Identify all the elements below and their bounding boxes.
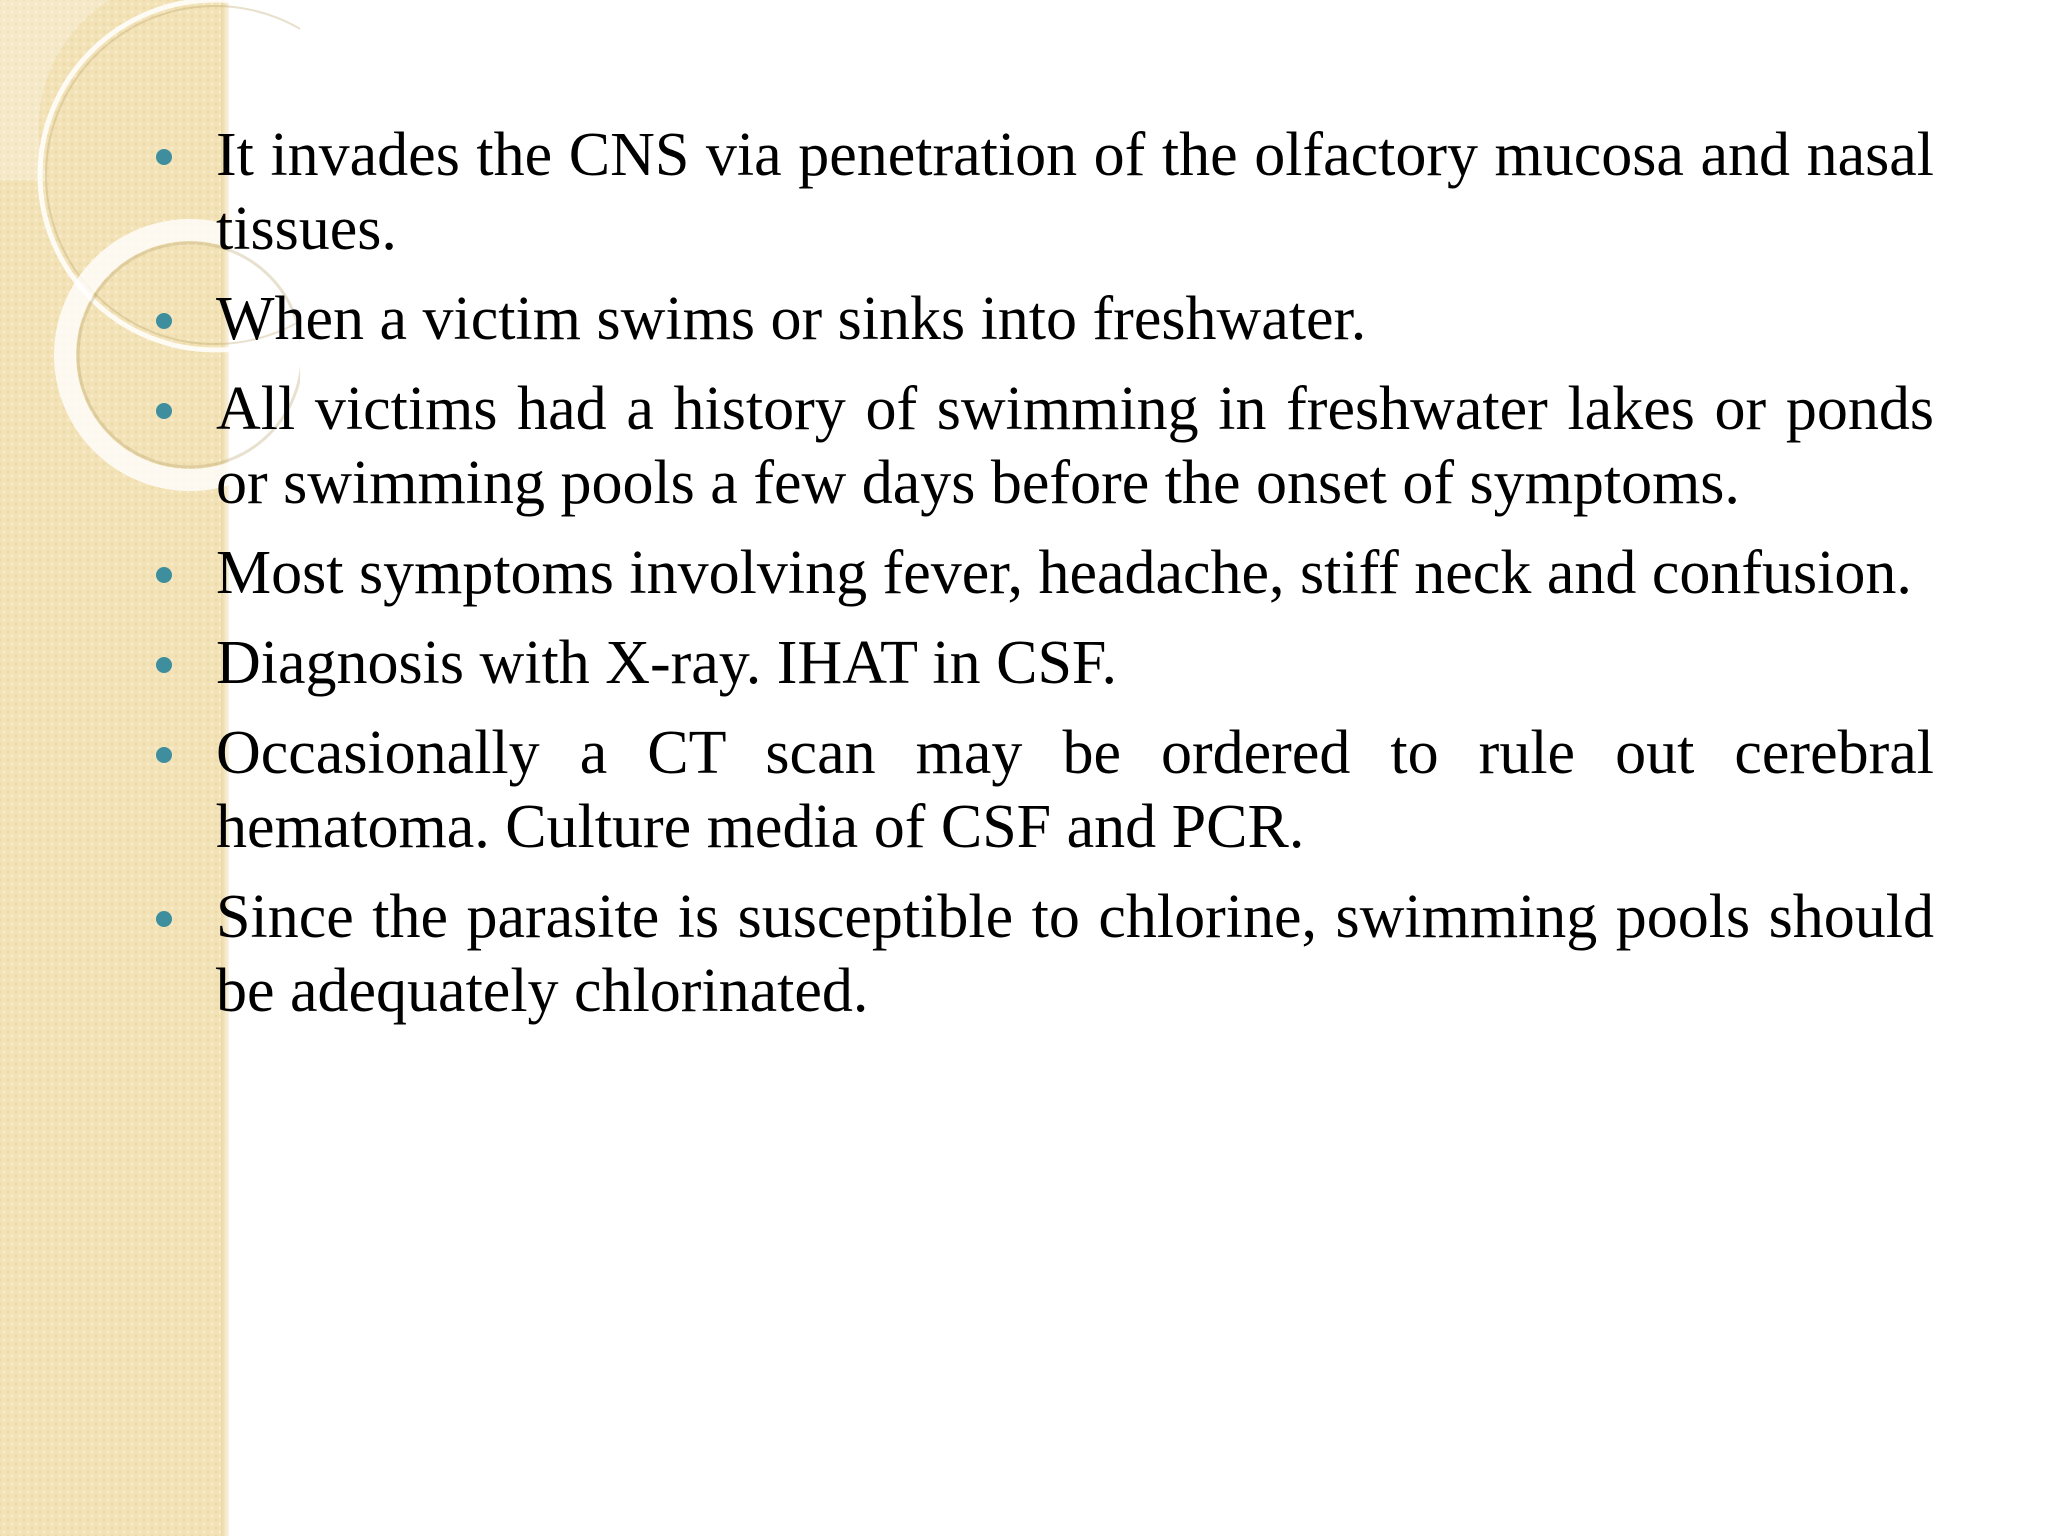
bullet-list (150, 118, 1934, 1028)
bullet-dot-icon (156, 149, 172, 165)
bullet-item (150, 282, 1934, 356)
bullet-text: Diagnosis with X-ray. IHAT in CSF. (216, 629, 1117, 697)
bullet-dot-icon (156, 313, 172, 329)
bullet-text: Occasionally a CT scan may be ordered to rule out cerebral hematoma. Culture media of CSF and PCR. (216, 719, 1934, 861)
bullet-item (150, 880, 1934, 1028)
bullet-dot-icon (156, 911, 172, 927)
slide-body (150, 118, 1934, 1044)
bullet-dot-icon (156, 747, 172, 763)
bullet-dot-icon (156, 657, 172, 673)
bullet-item (150, 372, 1934, 520)
bullet-dot-icon (156, 403, 172, 419)
bullet-dot-icon (156, 567, 172, 583)
bullet-text: Most symptoms involving fever, headache, stiff neck and confusion. (216, 539, 1912, 607)
bullet-text: It invades the CNS via penetration of the olfactory mucosa and nasal tissues. (216, 121, 1934, 263)
bullet-text: All victims had a history of swimming in freshwater lakes or ponds or swimming pools a few days before the onset of symptoms. (216, 375, 1934, 517)
bullet-item (150, 536, 1934, 610)
bullet-item (150, 626, 1934, 700)
bullet-text: Since the parasite is susceptible to chlorine, swimming pools should be adequately chlorinated. (216, 883, 1934, 1025)
bullet-item (150, 118, 1934, 266)
bullet-item (150, 716, 1934, 864)
bullet-text: When a victim swims or sinks into freshwater. (216, 285, 1367, 353)
top-left-shade (0, 0, 110, 180)
